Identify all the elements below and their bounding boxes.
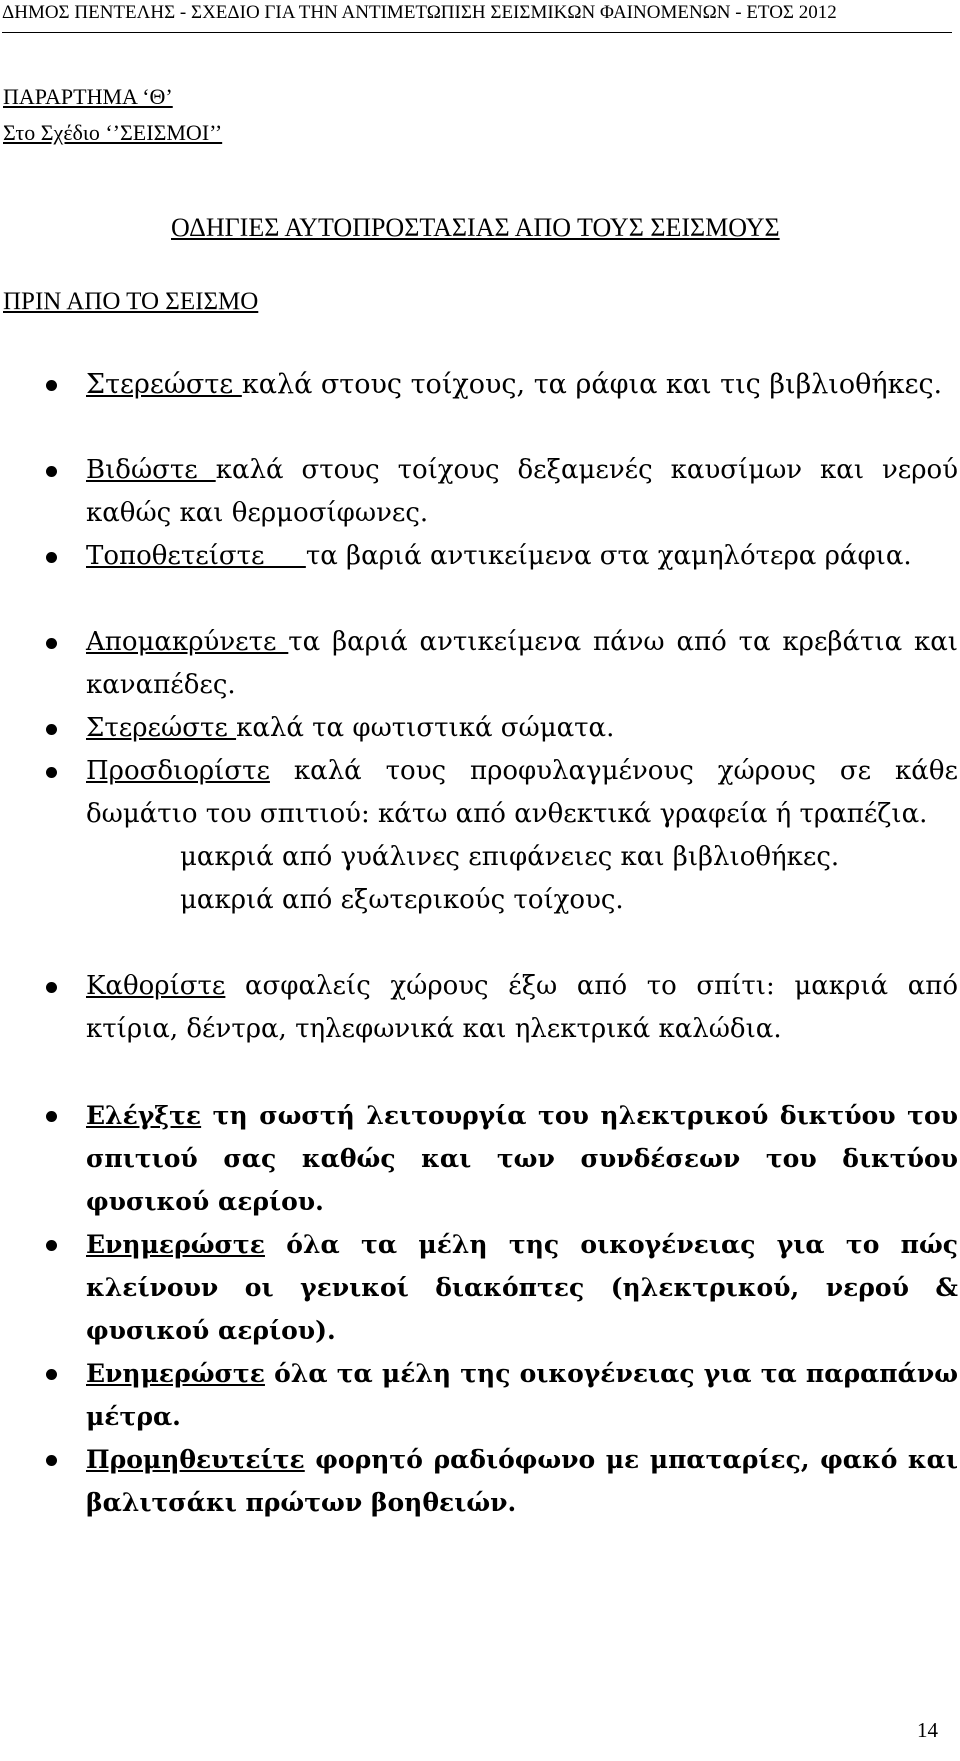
instruction-text: όλα τα μέλη της οικογένειας για το πώς κλείνουν οι γενικοί διακόπτες (ηλεκτρικού, νερού & φυσικού αερίου). (86, 1230, 958, 1345)
bullet-icon (46, 638, 57, 649)
instruction-text: ασφαλείς χώρους έξω από το σπίτι: μακριά από κτίρια, δέντρα, τηλεφωνικά και ηλεκτρικά καλώδια. (86, 971, 958, 1044)
instruction-text: καλά στους τοίχους δεξαμενές καυσίμων και νερού καθώς και θερμοσίφωνες. (86, 455, 958, 528)
action-verb: Ενημερώστε (86, 1359, 265, 1388)
page-header: ΔΗΜΟΣ ΠΕΝΤΕΛΗΣ - ΣΧΕΔΙΟ ΓΙΑ ΤΗΝ ΑΝΤΙΜΕΤΩΠΙΣΗ ΣΕΙΣΜΙΚΩΝ ΦΑΙΝΟΜΕΝΩΝ - ΕΤΟΣ 2012 (2, 2, 952, 33)
instruction-text: καλά τα φωτιστικά σώματα. (236, 713, 615, 743)
bullet-icon (46, 466, 57, 477)
instruction-text: φορητό ραδιόφωνο με μπαταρίες, φακό και βαλιτσάκι πρώτων βοηθειών. (86, 1445, 958, 1517)
action-verb: Καθορίστε (86, 971, 226, 1001)
sub-instruction: μακριά από εξωτερικούς τοίχους. (180, 885, 624, 915)
bullet-icon (46, 767, 57, 778)
section-heading: ΠΡΙΝ ΑΠΟ ΤΟ ΣΕΙΣΜΟ (3, 288, 259, 315)
page-number: 14 (917, 1718, 938, 1742)
appendix-title: ΠΑΡΑΡΤΗΜΑ ‘Θ’ (3, 84, 173, 109)
instruction-text: τα βαριά αντικείμενα στα χαμηλότερα ράφια. (305, 541, 912, 571)
action-verb: Ελέγξτε (86, 1101, 202, 1130)
bullet-icon (46, 1240, 57, 1251)
list-item-text (86, 535, 958, 578)
bullet-icon (46, 1111, 57, 1122)
list-item-text (86, 707, 958, 750)
list-item-text (86, 363, 958, 406)
list-item-text (86, 1352, 958, 1438)
action-verb: Ενημερώστε (86, 1230, 265, 1259)
list-item-text (86, 965, 958, 1051)
list-item-text (86, 621, 958, 707)
instruction-text: όλα τα μέλη της οικογένειας για τα παραπάνω μέτρα. (86, 1359, 958, 1431)
action-verb: Προμηθευτείτε (86, 1445, 305, 1474)
list-item-text (86, 1094, 958, 1223)
action-verb: Προσδιορίστε (86, 756, 270, 786)
action-verb: Στερεώστε (86, 369, 242, 400)
bullet-icon (46, 1369, 57, 1380)
bullet-icon (46, 552, 57, 563)
document-title: ΟΔΗΓΙΕΣ ΑΥΤΟΠΡΟΣΤΑΣΙΑΣ ΑΠΟ ΤΟΥΣ ΣΕΙΣΜΟΥΣ (171, 213, 780, 242)
list-item-text (86, 1223, 958, 1352)
bullet-icon (46, 724, 57, 735)
action-verb: Τοποθετείστε (86, 541, 306, 571)
bullet-icon (46, 380, 57, 391)
list-item-text (86, 1438, 958, 1524)
sub-instruction: μακριά από γυάλινες επιφάνειες και βιβλιοθήκες. (180, 842, 840, 872)
bullet-icon (46, 982, 57, 993)
appendix-label (3, 79, 222, 151)
instruction-text: τη σωστή λειτουργία του ηλεκτρικού δικτύου του σπιτιού σας καθώς και των συνδέσεων του δικτύου φυσικού αερίου. (86, 1101, 958, 1216)
bullet-icon (46, 1455, 57, 1466)
instruction-text: καλά στους τοίχους, τα ράφια και τις βιβλιοθήκες. (241, 369, 943, 400)
instruction-text: καλά τους προφυλαγμένους χώρους σε κάθε δωμάτιο του σπιτιού: κάτω από ανθεκτικά γραφεία ή τραπέζια. (86, 756, 958, 829)
instruction-text: τα βαριά αντικείμενα πάνω από τα κρεβάτια και καναπέδες. (86, 627, 958, 700)
action-verb: Απομακρύνετε (86, 627, 289, 657)
appendix-subtitle: Στο Σχέδιο ‘’ΣΕΙΣΜΟΙ’’ (3, 120, 223, 145)
list-item-text (86, 750, 958, 922)
action-verb: Βιδώστε (86, 455, 216, 485)
action-verb: Στερεώστε (86, 713, 237, 743)
list-item-text (86, 449, 958, 535)
